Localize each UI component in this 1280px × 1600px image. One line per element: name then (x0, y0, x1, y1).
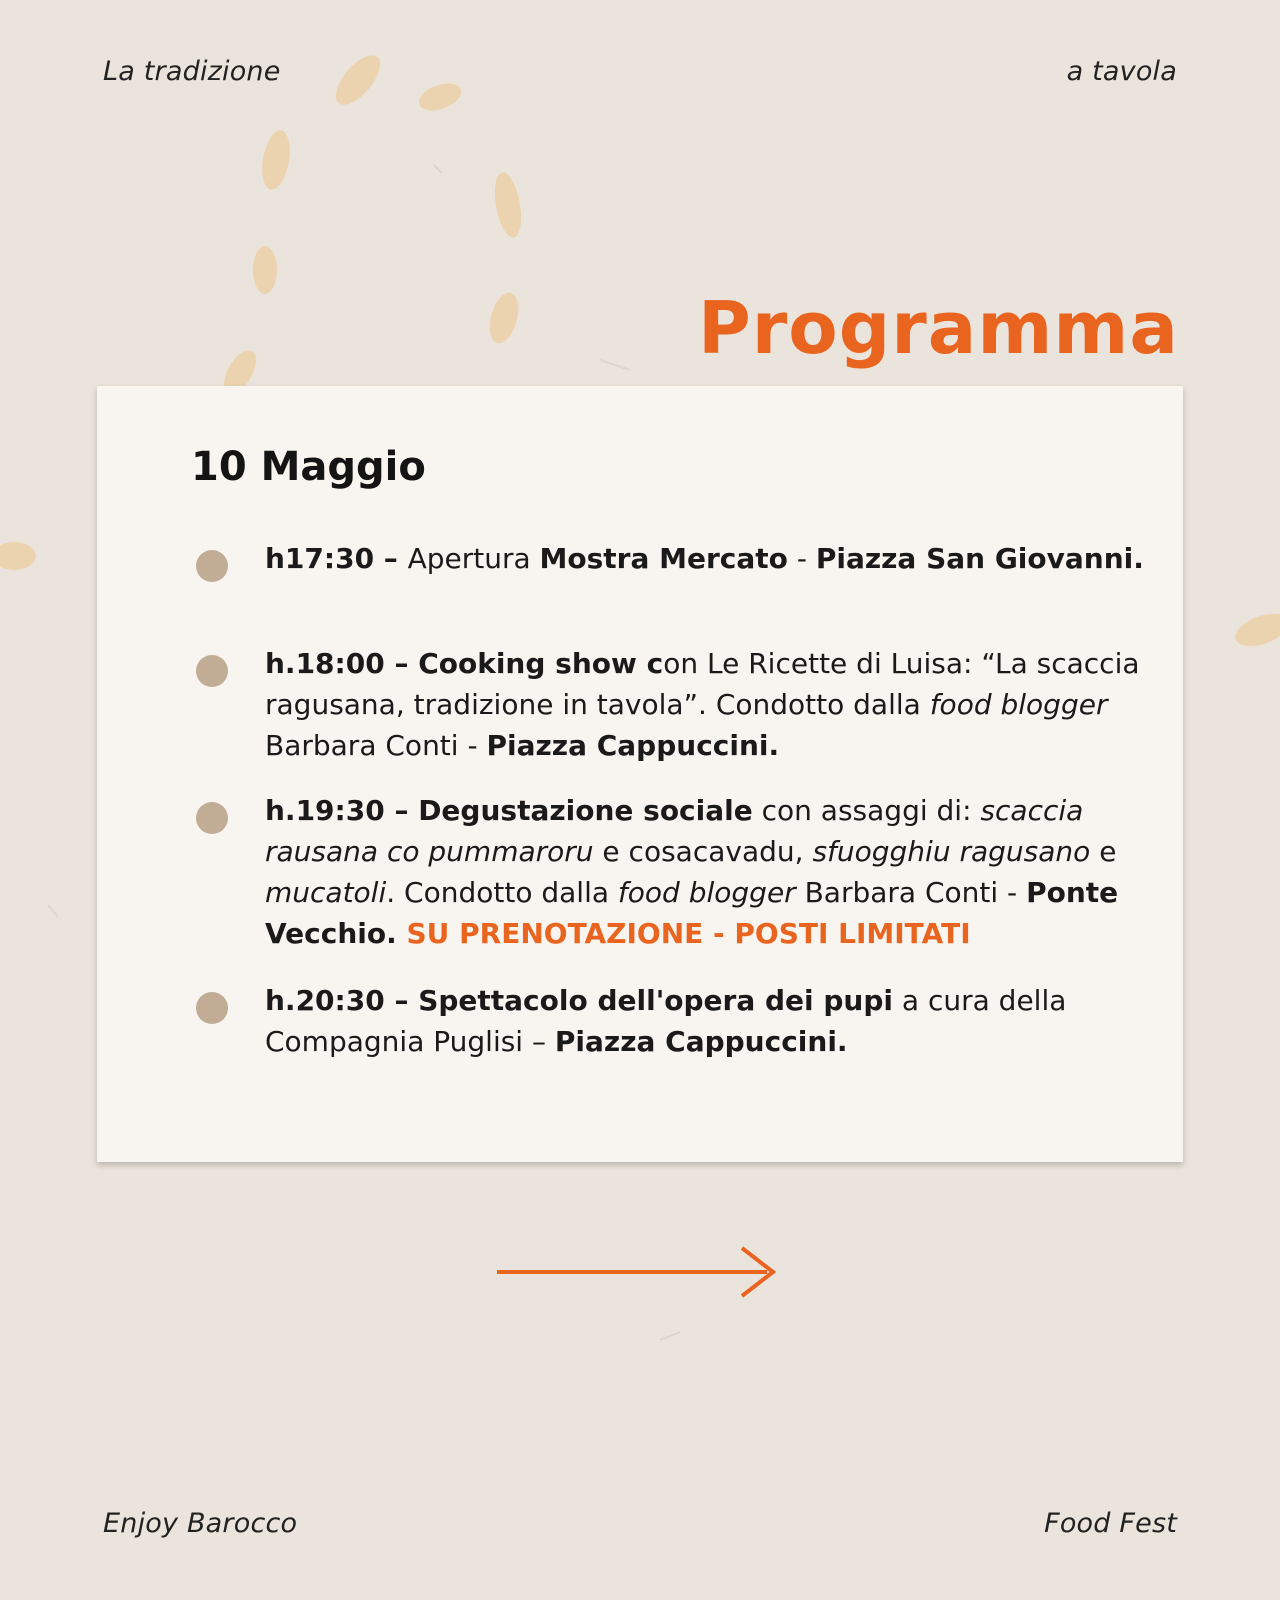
bullet-dot-icon (196, 655, 228, 687)
event-segment-italic: mucatoli (265, 876, 387, 909)
event-segment-bold: h.18:00 – Cooking show c (265, 647, 664, 680)
event-date: 10 Maggio (191, 444, 426, 490)
event-segment-italic: food blogger (617, 876, 796, 909)
program-card (97, 386, 1183, 1162)
event-segment-normal: a cura della Compagnia Puglisi – (265, 984, 1067, 1058)
event-segment-bold: Piazza Cappuccini. (554, 1025, 848, 1058)
event-segment-bold: h.20:30 – Spettacolo dell'opera dei pupi (265, 984, 893, 1017)
event-segment-bold: h.19:30 – Degustazione sociale (265, 794, 753, 827)
event-segment-bold: h17:30 – (265, 542, 408, 575)
header-left-text: La tradizione (103, 56, 281, 87)
event-segment-italic: scaccia rausana co pummaroru (265, 794, 1084, 868)
bullet-dot-icon (196, 802, 228, 834)
event-segment-normal: - (787, 542, 816, 575)
header-right-text: a tavola (1066, 56, 1177, 87)
bullet-dot-icon (196, 992, 228, 1024)
event-text (265, 643, 1185, 766)
event-segment-normal: Barbara Conti - (265, 729, 487, 762)
event-segment-normal: e cosacavadu, (593, 835, 813, 868)
event-segment-bold: Ponte Vecchio. (265, 876, 1119, 950)
event-segment-normal: Barbara Conti - (795, 876, 1027, 909)
event-text (265, 538, 1185, 579)
arrow-right-icon[interactable] (497, 1244, 781, 1300)
event-segment-bold: Piazza Cappuccini. (486, 729, 780, 762)
event-segment-highlight: SU PRENOTAZIONE - POSTI LIMITATI (396, 917, 971, 950)
footer-left-text: Enjoy Barocco (103, 1508, 298, 1539)
event-segment-italic: food blogger (929, 688, 1108, 721)
event-segment-bold: Mostra Mercato (539, 542, 788, 575)
bullet-dot-icon (196, 550, 228, 582)
event-text (265, 980, 1185, 1062)
footer-right-text: Food Fest (1044, 1508, 1177, 1539)
event-segment-bold: Piazza San Giovanni. (815, 542, 1144, 575)
page-title: Programma (697, 286, 1179, 370)
event-segment-normal: e (1090, 835, 1117, 868)
event-segment-normal: on Le Ricette di Luisa: “La scaccia ragusana, tradizione in tavola”. Condotto dalla (265, 647, 1140, 721)
event-segment-normal: . Condotto dalla (386, 876, 618, 909)
event-text (265, 790, 1185, 954)
event-segment-normal: con assaggi di: (752, 794, 981, 827)
event-segment-normal: Apertura (407, 542, 540, 575)
event-segment-italic: sfuogghiu ragusano (812, 835, 1091, 868)
